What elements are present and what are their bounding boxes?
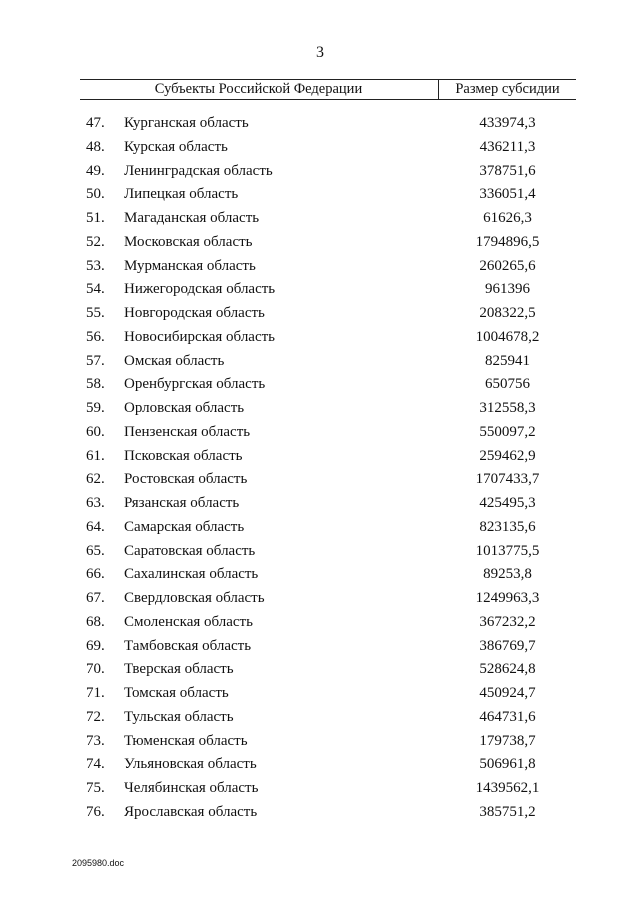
table-row — [0, 563, 640, 587]
table-row — [0, 183, 640, 207]
subject-name: Смоленская область — [124, 613, 253, 630]
subject-name: Липецкая область — [124, 186, 239, 203]
row-number: 69. — [86, 637, 105, 654]
subsidy-value: 336051,4 — [479, 186, 536, 203]
row-number: 68. — [86, 613, 105, 630]
row-number: 49. — [86, 162, 105, 179]
subject-name: Рязанская область — [124, 495, 240, 511]
subsidy-value: 961396 — [485, 281, 530, 298]
row-number: 67. — [86, 590, 105, 606]
table-row — [0, 706, 640, 730]
column-header-subjects: Субъекты Российской Федерации — [154, 81, 363, 97]
subsidy-value: 528624,8 — [479, 661, 536, 678]
subsidy-value: 1794896,5 — [475, 233, 540, 250]
subject-name: Нижегородская область — [124, 281, 276, 298]
subsidy-value: 506961,8 — [479, 756, 536, 773]
row-number: 61. — [86, 447, 105, 464]
table-row — [0, 350, 640, 374]
subsidy-value: 433974,3 — [479, 115, 536, 131]
subsidy-value: 450924,7 — [479, 685, 536, 701]
row-number: 48. — [86, 138, 105, 155]
subject-name: Самарская область — [124, 518, 245, 535]
subsidy-value: 1439562,1 — [475, 780, 540, 796]
subsidy-value: 1249963,3 — [475, 590, 540, 606]
subject-name: Курская область — [124, 138, 228, 155]
subsidy-value: 1707433,7 — [475, 471, 540, 488]
row-number: 75. — [86, 780, 105, 796]
table-row — [0, 302, 640, 326]
row-number: 73. — [86, 732, 105, 749]
subsidy-value: 1004678,2 — [475, 328, 540, 345]
subject-name: Пензенская область — [124, 423, 251, 440]
table-row — [0, 801, 640, 825]
table-row — [0, 635, 640, 659]
table-row — [0, 540, 640, 564]
row-number: 70. — [86, 661, 105, 678]
table-row — [0, 255, 640, 279]
table-row — [0, 468, 640, 492]
row-number: 54. — [86, 281, 105, 298]
subject-name: Тамбовская область — [124, 637, 252, 654]
subject-name: Ярославская область — [124, 803, 258, 820]
subject-name: Магаданская область — [124, 210, 260, 226]
subsidy-value: 1013775,5 — [475, 542, 540, 559]
subject-name: Омская область — [124, 352, 225, 369]
subsidy-value: 208322,5 — [479, 305, 536, 321]
subject-name: Тульская область — [124, 708, 234, 725]
row-number: 58. — [86, 376, 105, 393]
row-number: 60. — [86, 423, 105, 440]
table-header — [80, 79, 576, 100]
table-row — [0, 516, 640, 540]
subject-name: Ульяновская область — [124, 756, 257, 773]
subsidy-value: 89253,8 — [483, 566, 532, 583]
subsidy-value: 259462,9 — [479, 447, 536, 464]
row-number: 66. — [86, 566, 105, 583]
subject-name: Псковская область — [124, 447, 243, 464]
table-row — [0, 682, 640, 706]
subsidy-value: 61626,3 — [483, 210, 532, 226]
row-number: 74. — [86, 756, 105, 773]
subject-name: Мурманская область — [124, 257, 256, 274]
table-row — [0, 492, 640, 516]
table-row — [0, 326, 640, 350]
table-row — [0, 587, 640, 611]
column-header-subsidy: Размер субсидии — [455, 81, 560, 97]
subsidy-value: 823135,6 — [479, 518, 536, 535]
table-row — [0, 658, 640, 682]
subject-name: Тюменская область — [124, 732, 248, 749]
row-number: 72. — [86, 708, 105, 725]
subject-name: Ростовская область — [124, 471, 248, 488]
footer-filename: 2095980.doc — [72, 858, 125, 868]
row-number: 64. — [86, 518, 105, 535]
subsidy-value: 260265,6 — [479, 257, 536, 274]
table-row — [0, 278, 640, 302]
row-number: 53. — [86, 257, 105, 274]
row-number: 63. — [86, 495, 105, 511]
subsidy-value: 378751,6 — [479, 162, 536, 179]
subject-name: Сахалинская область — [124, 566, 259, 583]
row-number: 59. — [86, 400, 105, 416]
row-number: 55. — [86, 305, 105, 321]
subsidy-value: 179738,7 — [479, 732, 536, 749]
table-body — [0, 112, 640, 825]
row-number: 47. — [86, 115, 105, 131]
subsidy-value: 436211,3 — [479, 138, 536, 155]
subsidy-value: 367232,2 — [479, 613, 536, 630]
table-row — [0, 136, 640, 160]
page-number: 3 — [316, 44, 324, 61]
table-row — [0, 753, 640, 777]
subsidy-value: 425495,3 — [479, 495, 536, 511]
subject-name: Орловская область — [124, 400, 245, 416]
row-number: 57. — [86, 352, 105, 369]
subject-name: Ленинградская область — [124, 162, 273, 179]
subject-name: Свердловская область — [124, 590, 265, 606]
table-row — [0, 112, 640, 136]
subsidy-value: 312558,3 — [479, 400, 536, 416]
subject-name: Новосибирская область — [124, 328, 276, 345]
row-number: 51. — [86, 210, 105, 226]
table-row — [0, 777, 640, 801]
row-number: 76. — [86, 803, 105, 820]
subsidy-value: 650756 — [485, 376, 530, 393]
subsidy-value: 385751,2 — [479, 803, 536, 820]
subsidy-value: 386769,7 — [479, 637, 536, 654]
subject-name: Московская область — [124, 233, 253, 250]
table-row — [0, 445, 640, 469]
subject-name: Саратовская область — [124, 542, 256, 559]
table-row — [0, 231, 640, 255]
subsidy-value: 825941 — [485, 352, 530, 369]
subsidy-value: 464731,6 — [479, 708, 536, 725]
subject-name: Тверская область — [124, 661, 234, 678]
subject-name: Курганская область — [124, 115, 249, 131]
row-number: 65. — [86, 542, 105, 559]
table-row — [0, 421, 640, 445]
subject-name: Оренбургская область — [124, 376, 266, 393]
subsidy-value: 550097,2 — [479, 423, 536, 440]
row-number: 62. — [86, 471, 105, 488]
subject-name: Челябинская область — [124, 780, 259, 796]
table-row — [0, 397, 640, 421]
row-number: 50. — [86, 186, 105, 203]
row-number: 71. — [86, 685, 105, 701]
table-row — [0, 373, 640, 397]
row-number: 56. — [86, 328, 105, 345]
table-row — [0, 207, 640, 231]
table-row — [0, 730, 640, 754]
table-row — [0, 611, 640, 635]
table-row — [0, 160, 640, 184]
subject-name: Томская область — [124, 685, 229, 701]
subject-name: Новгородская область — [124, 305, 265, 321]
row-number: 52. — [86, 233, 105, 250]
